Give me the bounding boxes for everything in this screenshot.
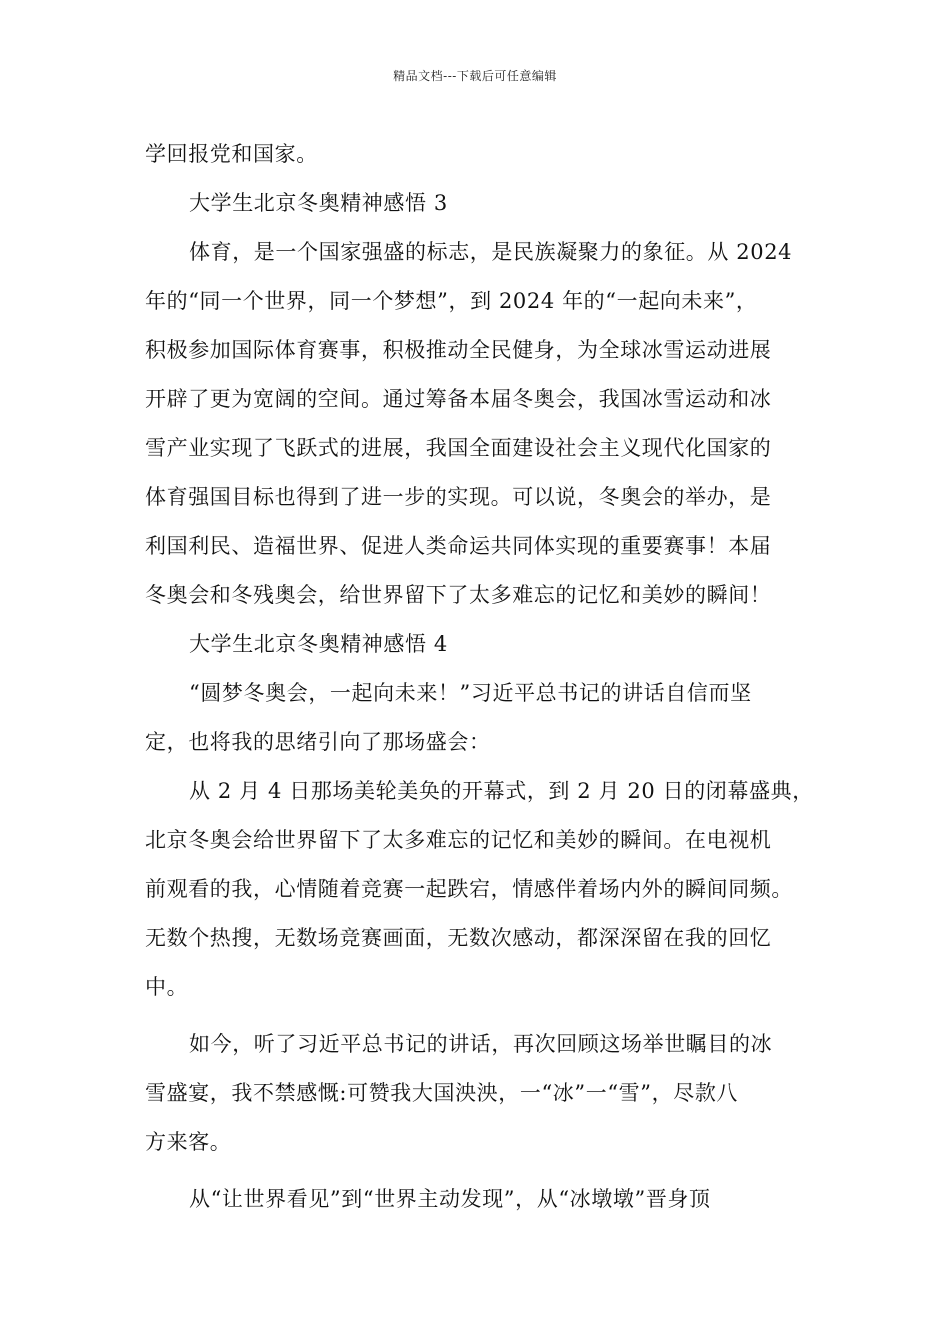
page-header: 精品文档---下载后可任意编辑: [393, 69, 557, 83]
paragraph-line: 年的“同一个世界，同一个梦想”，到 2024 年的“一起向未来”，: [145, 289, 758, 313]
paragraph-line: 学回报党和国家。: [145, 142, 318, 166]
paragraph-line: 北京冬奥会给世界留下了太多难忘的记忆和美妙的瞬间。在电视机: [145, 828, 772, 852]
paragraph-line: “圆梦冬奥会，一起向未来！”习近平总书记的讲话自信而坚: [189, 681, 752, 705]
paragraph-line: 雪产业实现了飞跃式的进展，我国全面建设社会主义现代化国家的: [145, 436, 772, 460]
paragraph-line: 开辟了更为宽阔的空间。通过筹备本届冬奥会，我国冰雪运动和冰: [145, 387, 772, 411]
paragraph-line: 积极参加国际体育赛事，积极推动全民健身，为全球冰雪运动进展: [145, 338, 772, 362]
paragraph-line: 从 2 月 4 日那场美轮美奂的开幕式，到 2 月 20 日的闭幕盛典，: [189, 779, 814, 803]
paragraph-line: 冬奥会和冬残奥会，给世界留下了太多难忘的记忆和美妙的瞬间！: [145, 583, 772, 607]
paragraph-line: 利国利民、造福世界、促进人类命运共同体实现的重要赛事！本届: [145, 534, 772, 558]
section-heading: 大学生北京冬奥精神感悟 3: [189, 191, 448, 215]
paragraph-line: 体育强国目标也得到了进一步的实现。可以说，冬奥会的举办，是: [145, 485, 772, 509]
paragraph-line: 中。: [145, 975, 189, 999]
paragraph-line: 从“让世界看见”到“世界主动发现”，从“冰墩墩”晋身顶: [189, 1187, 711, 1211]
paragraph-line: 无数个热搜，无数场竞赛画面，无数次感动，都深深留在我的回忆: [145, 926, 772, 950]
paragraph-line: 雪盛宴，我不禁感慨:可赞我大国泱泱，一“冰”一“雪”，尽款八: [145, 1081, 739, 1105]
paragraph-line: 前观看的我，心情随着竞赛一起跌宕，情感伴着场内外的瞬间同频。: [145, 877, 793, 901]
paragraph-line: 方来客。: [145, 1130, 232, 1154]
paragraph-line: 如今，听了习近平总书记的讲话，再次回顾这场举世瞩目的冰: [189, 1032, 773, 1056]
paragraph-line: 定，也将我的思绪引向了那场盛会：: [145, 730, 491, 754]
document-body: [145, 130, 825, 1224]
section-heading: 大学生北京冬奥精神感悟 4: [189, 632, 448, 656]
paragraph-line: 体育，是一个国家强盛的标志，是民族凝聚力的象征。从 2024: [189, 240, 793, 264]
